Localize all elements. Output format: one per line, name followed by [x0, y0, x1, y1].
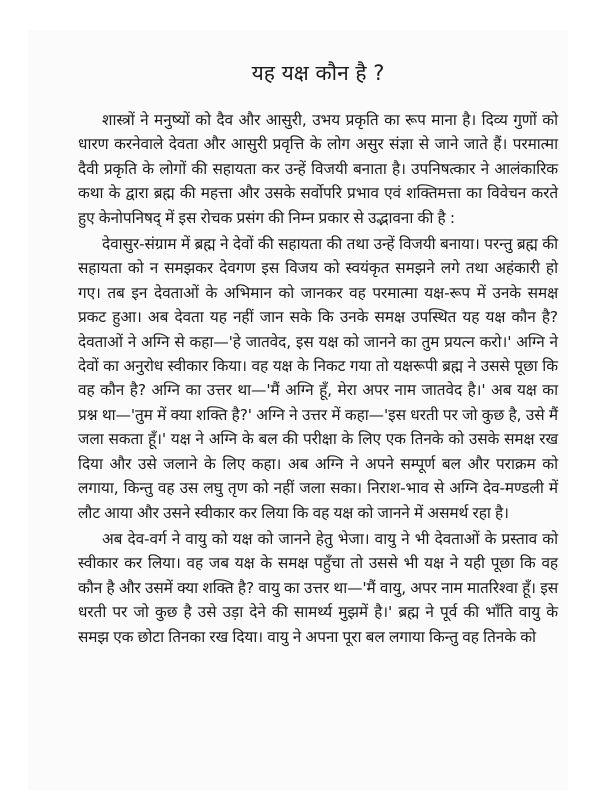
document-body	[78, 58, 558, 651]
paragraph-1: शास्त्रों ने मनुष्यों को दैव और आसुरी, उभय प्रकृति का रूप माना है। दिव्य गुणों को धारण करनेवाले देवता और आसुरी प्रवृत्ति के लोग असुर संज्ञा से जाने जाते हैं। परमात्मा दैवी प्रकृति के लोगों की सहायता कर उन्हें विजयी बनाता है। उपनिषत्कार ने आलंकारिक कथा के द्वारा ब्रह्म की महत्ता और उसके सर्वोपरि प्रभाव एवं शक्तिमत्ता का विवेचन करते हुए केनोपनिषद् में इस रोचक प्रसंग की निम्न प्रकार से उद्भावना की है :	[78, 111, 558, 227]
paragraph-2: देवासुर-संग्राम में ब्रह्म ने देवों की सहायता की तथा उन्हें विजयी बनाया। परन्तु ब्रह्म की सहायता को न समझकर देवगण इस विजय को स्वयंकृत समझने लगे तथा अहंकारी हो गए। तब इन देवताओं के अभिमान को जानकर वह परमात्मा यक्ष-रूप में उनके समक्ष प्रकट हुआ। अब देवता यह नहीं जान सके कि उनके समक्ष उपस्थित यह यक्ष कौन है? देवताओं ने अग्नि से कहा—'हे जातवेद, इस यक्ष को जानने का तुम प्रयत्न करो।' अग्नि ने देवों का अनुरोध स्वीकार किया। वह यक्ष के निकट गया तो यक्षरूपी ब्रह्म ने उससे पूछा कि वह कौन है? अग्नि का उत्तर था—'मैं अग्नि हूँ, मेरा अपर नाम जातवेद है।' अब यक्ष का प्रश्न था—'तुम में क्या शक्ति है?' अग्नि ने उत्तर में कहा—'इस धरती पर जो कुछ है, उसे मैं जला सकता हूँ।' यक्ष ने अग्नि के बल की परीक्षा के लिए एक तिनके को उसके समक्ष रख दिया और उसे जलाने के लिए कहा। अब अग्नि ने अपने सम्पूर्ण बल और पराक्रम को लगाया, किन्तु वह उस लघु तृण को नहीं जला सका। निराश-भाव से अग्नि देव-मण्डली में लौट आया और उसने स्वीकार कर लिया कि वह यक्ष को जानने में असमर्थ रहा है।	[78, 235, 558, 522]
page-title: यह यक्ष कौन है ?	[251, 61, 385, 85]
paragraph-3: अब देव-वर्ग ने वायु को यक्ष को जानने हेतु भेजा। वायु ने भी देवताओं के प्रस्ताव को स्वीकार कर लिया। वह जब यक्ष के समक्ष पहुँचा तो उससे भी यक्ष ने यही पूछा कि वह कौन है और उसमें क्या शक्ति है? वायु का उत्तर था—'मैं वायु, अपर नाम मातरिश्वा हूँ। इस धरती पर जो कुछ है उसे उड़ा देने की सामर्थ्य मुझमें है।' ब्रह्म ने पूर्व की भाँति वायु के समझ एक छोटा तिनका रख दिया। वायु ने अपना पूरा बल लगाया किन्तु वह तिनके को	[78, 529, 558, 646]
